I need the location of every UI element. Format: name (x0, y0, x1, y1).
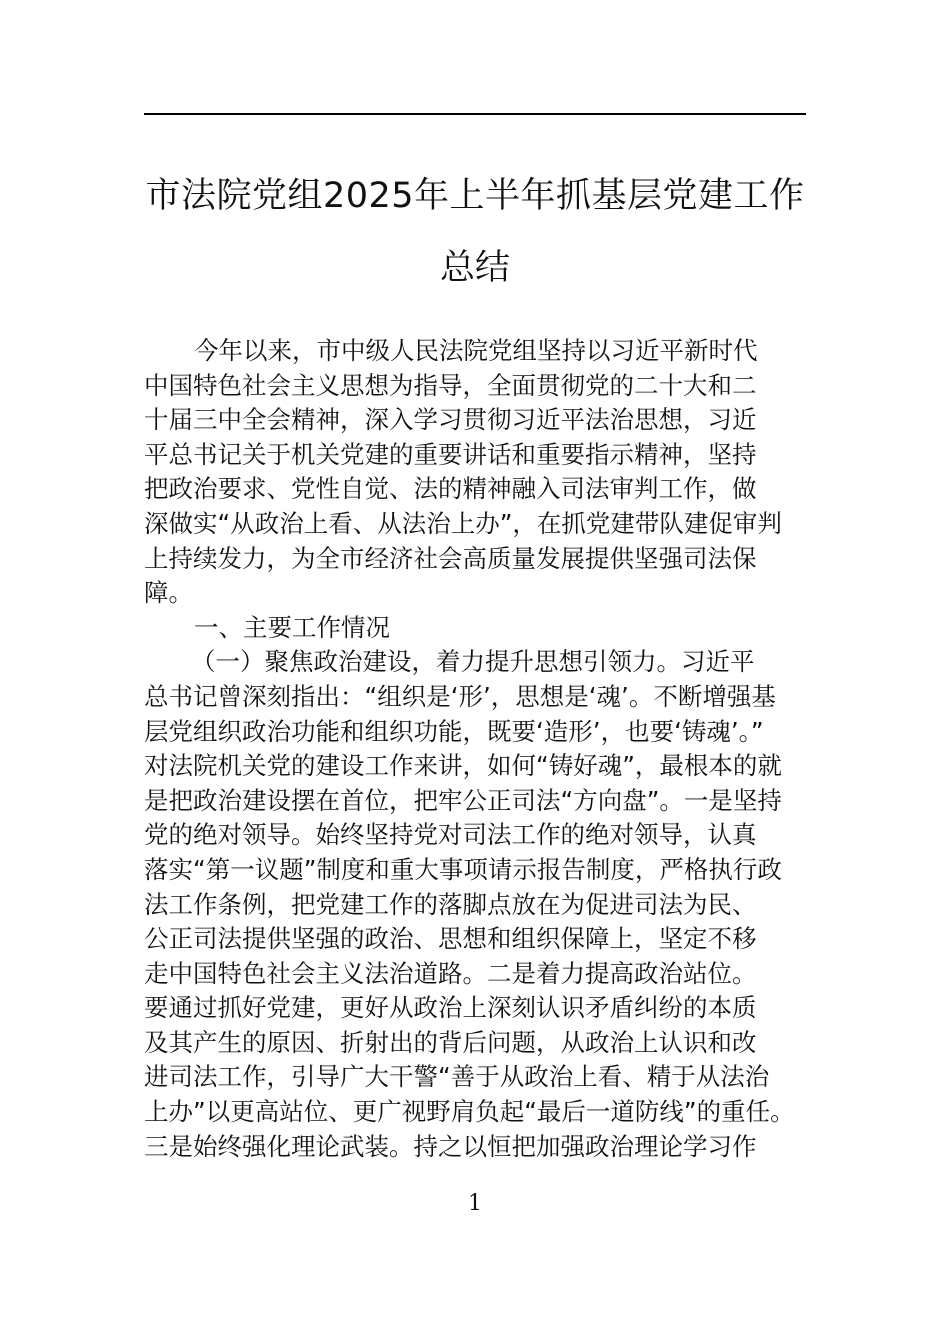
paragraph-line: 党的绝对领导。始终坚持党对司法工作的绝对领导，认真 (144, 820, 757, 850)
paragraph-line: 层党组织政治功能和组织功能，既要‘造形’，也要‘铸魂’。” (144, 716, 764, 746)
paragraph-line: 障。 (144, 578, 193, 608)
paragraph-line: 三是始终强化理论武装。持之以恒把加强政治理论学习作 (144, 1131, 757, 1161)
paragraph-line: 今年以来，市中级人民法院党组坚持以习近平新时代 (194, 336, 758, 365)
header-rule (144, 113, 806, 115)
paragraph-line: 进司法工作，引导广大干警“善于从政治上看、精于从法治 (144, 1062, 770, 1092)
paragraph-line: 上持续发力，为全市经济社会高质量发展提供坚强司法保 (144, 543, 757, 573)
paragraph-line: 平总书记关于机关党建的重要讲话和重要指示精神，坚持 (144, 439, 757, 469)
page-number: 1 (468, 1191, 482, 1216)
subsection-heading-line: （一）聚焦政治建设，着力提升思想引领力。习近平 (191, 647, 755, 677)
paragraph-line: 对法院机关党的建设工作来讲，如何“铸好魂”，最根本的就 (144, 751, 782, 781)
paragraph-line: 及其产生的原因、折射出的背后问题，从政治上认识和改 (144, 1027, 757, 1057)
paragraph-line: 法工作条例，把党建工作的落脚点放在为促进司法为民、 (144, 889, 757, 919)
paragraph-line: 落实“第一议题”制度和重大事项请示报告制度，严格执行政 (144, 854, 782, 884)
paragraph-line: 走中国特色社会主义法治道路。二是着力提高政治站位。 (144, 958, 757, 988)
paragraph-line: 上办”以更高站位、更广视野肩负起“最后一道防线”的重任。 (144, 1097, 795, 1127)
paragraph-line: 把政治要求、党性自觉、法的精神融入司法审判工作，做 (144, 474, 757, 504)
paragraph-line: 中国特色社会主义思想为指导，全面贯彻党的二十大和二 (144, 370, 757, 400)
paragraph-line: 深做实“从政治上看、从法治上办”，在抓党建带队建促审判 (144, 508, 782, 538)
paragraph-line: 十届三中全会精神，深入学习贯彻习近平法治思想，习近 (144, 405, 757, 435)
document-title-line-1: 市法院党组2025年上半年抓基层党建工作 (145, 176, 805, 216)
paragraph-line: 要通过抓好党建，更好从政治上深刻认识矛盾纠纷的本质 (144, 993, 757, 1023)
paragraph-line: 总书记曾深刻指出：“组织是‘形’，思想是‘魂’。不断增强基 (144, 681, 776, 711)
document-title-line-2: 总结 (439, 248, 510, 288)
paragraph-line: 公正司法提供坚强的政治、思想和组织保障上，坚定不移 (144, 924, 757, 954)
paragraph-line: 是把政治建设摆在首位，把牢公正司法“方向盘”。一是坚持 (144, 785, 782, 815)
document-body (144, 334, 806, 1164)
section-heading: 一、主要工作情况 (194, 612, 390, 642)
